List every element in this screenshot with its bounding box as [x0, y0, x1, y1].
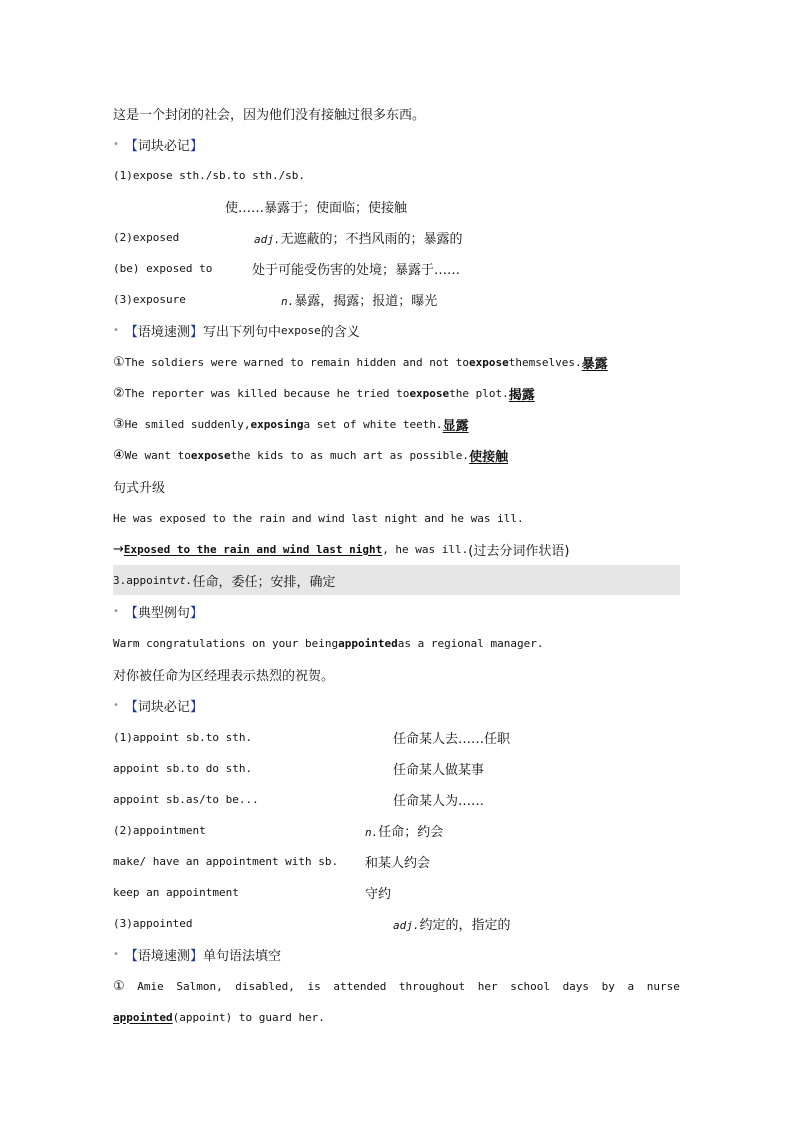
- phrase-appoint-3: appoint sb.as/to be... 任命某人为……: [113, 792, 485, 809]
- answer: 使接触: [469, 449, 509, 465]
- section-heading-yujing-1: • 【 语境速测 】 写出下列句中 expose 的含义: [113, 323, 360, 340]
- phrase-appointment: (2)appointment n.任命；约会: [113, 823, 444, 840]
- upgrade-rewritten: → Exposed to the rain and wind last night , he was ill. (过去分词作状语): [113, 541, 570, 559]
- section-heading-dianxing: • 【 典型例句 】: [113, 605, 203, 621]
- phrase-expose-1: (1)expose sth./sb.to sth./sb.: [113, 168, 306, 182]
- upgrade-original: He was exposed to the rain and wind last night and he was ill.: [113, 511, 524, 525]
- example-sentence-en: Warm congratulations on your being appointed as a regional manager.: [113, 636, 544, 650]
- phrase-be-exposed-to: (be) exposed to 处于可能受伤害的处境；暴露于……: [113, 261, 461, 278]
- question-1-line-2: appointed (appoint) to guard her.: [113, 1010, 325, 1024]
- intro-sentence-cn: 这是一个封闭的社会，因为他们没有接触过很多东西。: [113, 107, 426, 123]
- phrase-appointed: (3)appointed adj.约定的，指定的: [113, 916, 511, 933]
- section-heading-ciku-2: • 【 词块必记 】: [113, 699, 203, 715]
- exercise-4: ④ We want to expose the kids to as much art as possible. 使接触: [113, 447, 509, 465]
- bullet-icon: •: [113, 605, 119, 617]
- bullet-icon: •: [113, 948, 119, 960]
- answer: appointed: [113, 1010, 173, 1024]
- phrase-make-appointment: make/ have an appointment with sb. 和某人约会: [113, 854, 431, 871]
- phrase-expose-1-meaning: 使……暴露于；使面临；使接触: [225, 200, 408, 216]
- phrase-keep-appointment: keep an appointment 守约: [113, 885, 392, 902]
- sentence-upgrade-label: 句式升级: [113, 480, 166, 496]
- bullet-icon: •: [113, 699, 119, 711]
- phrase-appoint-1: (1)appoint sb.to sth. 任命某人去……任职: [113, 730, 511, 747]
- section-heading-ciku-1: • 【 词块必记 】: [113, 138, 203, 154]
- phrase-exposed: (2)exposed adj.无遮蔽的；不挡风雨的；暴露的: [113, 230, 463, 247]
- exercise-3: ③ He smiled suddenly, exposing a set of white teeth. 显露: [113, 416, 469, 434]
- answer: 显露: [442, 418, 469, 434]
- bullet-icon: •: [113, 324, 119, 336]
- answer: 揭露: [508, 387, 535, 403]
- question-1-line-1: ① Amie Salmon, disabled, is attended throughout her school days by a nurse: [113, 978, 680, 994]
- section-heading-yujing-2: • 【 语境速测 】 单句语法填空: [113, 948, 281, 964]
- answer: 暴露: [581, 356, 608, 372]
- exercise-1: ① The soldiers were warned to remain hidden and not to expose themselves. 暴露: [113, 354, 608, 372]
- example-sentence-cn: 对你被任命为区经理表示热烈的祝贺。: [113, 668, 335, 684]
- phrase-exposure: (3)exposure n.暴露，揭露；报道；曝光: [113, 292, 438, 309]
- arrow-icon: →: [113, 541, 124, 557]
- headword-appoint: 3.appoint vt. 任命，委任；安排，确定: [113, 565, 680, 595]
- bullet-icon: •: [113, 138, 119, 150]
- phrase-appoint-2: appoint sb.to do sth. 任命某人做某事: [113, 761, 485, 778]
- exercise-2: ② The reporter was killed because he tried to expose the plot. 揭露: [113, 385, 535, 403]
